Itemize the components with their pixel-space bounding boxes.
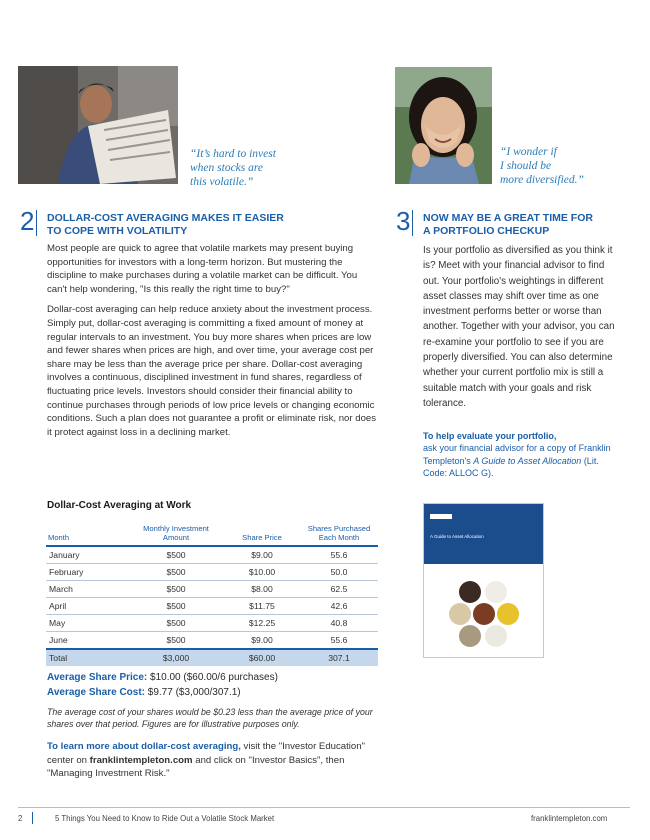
evaluate-lead: To help evaluate your portfolio,	[423, 431, 557, 441]
section-3-heading-line2: A PORTFOLIO CHECKUP	[423, 225, 550, 237]
section-3-heading-line1: NOW MAY BE A GREAT TIME FOR	[423, 212, 593, 224]
col-month: Month	[48, 533, 70, 542]
page-number: 2	[18, 814, 23, 823]
table-row	[46, 615, 378, 632]
cell-shares: 62.5	[300, 581, 378, 598]
lit-code: (Lit. Code: ALLOC G).	[423, 455, 599, 479]
cell-amount: $500	[128, 632, 224, 650]
cell-total-amount: $3,000	[128, 649, 224, 666]
footer-website[interactable]: franklintempleton.com	[531, 814, 608, 823]
section-2-heading	[47, 212, 377, 238]
table-title: Dollar-Cost Averaging at Work	[47, 500, 192, 511]
section-3-divider	[412, 210, 413, 236]
table-total-row	[46, 649, 378, 666]
franklintempleton-link[interactable]: franklintempleton.com	[89, 754, 193, 766]
cell-price: $10.00	[224, 564, 300, 581]
section-2-divider	[36, 210, 37, 236]
cell-price: $9.00	[224, 632, 300, 650]
cell-month: January	[46, 546, 128, 564]
average-price-label: Average Share Price:	[47, 672, 148, 683]
cell-price: $12.25	[224, 615, 300, 632]
footer-divider	[32, 812, 33, 824]
learn-more-lead: To learn more about dollar-cost averaging,	[47, 741, 241, 752]
franklin-templeton-logo-icon	[430, 514, 452, 519]
cell-price: $8.00	[224, 581, 300, 598]
section-3-body: Is your portfolio as diversified as you think it is? Meet with your financial advisor to find out. Your portfolio's weightings in different asset classes may shift over time as one investment performs better or worse than another. Together with your advisor, you can re-examine your portfolio to see if you are properly diversified. You can also determine whether your current portfolio mix is still a suitable match with your goals and risk tolerance.	[423, 245, 615, 409]
bowls-of-grains-icon	[424, 564, 543, 657]
average-cost-value: $9.77 ($3,000/307.1)	[147, 687, 241, 698]
learn-more-text-1: visit the "Investor Education" center on	[47, 741, 366, 766]
table-header-row	[46, 524, 378, 546]
average-cost-label: Average Share Cost:	[47, 687, 145, 698]
cell-price: $11.75	[224, 598, 300, 615]
man-reading-newspaper-photo	[18, 66, 178, 184]
evaluate-text: ask your financial advisor for a copy of Franklin Templeton's	[423, 443, 611, 466]
table-row	[46, 632, 378, 650]
table-row	[46, 546, 378, 564]
col-shares-purchased: Shares Purchased Each Month	[307, 524, 371, 542]
learn-more-text-2: and click on "Investor Basics", then "Managing Investment Risk."	[47, 754, 345, 780]
footer-rule	[18, 807, 630, 808]
cell-shares: 55.6	[300, 632, 378, 650]
average-note: The average cost of your shares would be $0.23 less than the average price of your shares over that period. Figures are for illustrative purposes only.	[47, 707, 373, 729]
cell-amount: $500	[128, 581, 224, 598]
section-2-heading-line1: DOLLAR-COST AVERAGING MAKES IT EASIER	[47, 212, 284, 224]
left-quote: “It’s hard to invest when stocks are this volatile.”	[190, 148, 276, 188]
table-row	[46, 581, 378, 598]
evaluate-portfolio-paragraph	[423, 430, 618, 480]
section-2-heading-line2: TO COPE WITH VOLATILITY	[47, 225, 188, 237]
cell-amount: $500	[128, 598, 224, 615]
cell-total-label: Total	[46, 649, 128, 666]
cell-shares: 40.8	[300, 615, 378, 632]
col-monthly-investment: Monthly Investment Amount	[143, 524, 209, 542]
cell-total-shares: 307.1	[300, 649, 378, 666]
table-row	[46, 564, 378, 581]
cover-header	[424, 504, 543, 564]
cover-title: A Guide to Asset Allocation	[430, 534, 484, 539]
right-quote: “I wonder if I should be more diversified.”	[500, 146, 584, 186]
cell-shares: 42.6	[300, 598, 378, 615]
table-row	[46, 598, 378, 615]
guide-title: A Guide to Asset Allocation	[473, 455, 582, 466]
cell-month: February	[46, 564, 128, 581]
cell-amount: $500	[128, 615, 224, 632]
section-2-paragraph-1: Most people are quick to agree that volatile markets may present buying opportunities for investors with a long-term horizon. But mustering the discipline to make purchases during a volatile market can be difficult. You can't help wondering, "Is this really the right time to buy?"	[47, 243, 358, 295]
col-share-price: Share Price	[242, 533, 282, 542]
cell-month: June	[46, 632, 128, 650]
section-3-heading	[423, 212, 623, 238]
cell-month: May	[46, 615, 128, 632]
cell-shares: 50.0	[300, 564, 378, 581]
asset-allocation-guide-cover	[423, 503, 544, 658]
cell-amount: $500	[128, 564, 224, 581]
section-number-3: 3	[396, 206, 411, 236]
dollar-cost-averaging-table	[46, 524, 378, 666]
woman-smiling-photo	[395, 67, 492, 184]
section-2-body	[47, 242, 379, 446]
footer-title: 5 Things You Need to Know to Ride Out a Volatile Stock Market	[55, 814, 275, 823]
average-share-cost	[47, 685, 387, 700]
cell-price: $9.00	[224, 546, 300, 564]
average-share-price	[47, 670, 387, 685]
cell-month: March	[46, 581, 128, 598]
section-number-2: 2	[20, 206, 35, 236]
cell-shares: 55.6	[300, 546, 378, 564]
cell-total-price: $60.00	[224, 649, 300, 666]
cell-amount: $500	[128, 546, 224, 564]
section-2-paragraph-2: Dollar-cost averaging can help reduce anxiety about the investment process. Simply put, dollar-cost averaging is committing a fixed amount of money at regular intervals to an investment. You buy more shares when prices are low and fewer shares when prices are high, and over time, your average cost per share may be less than the average price per share. Dollar-cost averaging involves a continuous, disciplined investment in fund shares, regardless of fluctuating price levels. Investors should consider their financial ability to continue purchases through periods of low price levels or changing economic conditions. Such a plan does not guarantee a profit or eliminate risk, nor does it protect against loss in a declining market.	[47, 304, 377, 438]
learn-more-paragraph	[47, 740, 379, 781]
cell-month: April	[46, 598, 128, 615]
average-price-value: $10.00 ($60.00/6 purchases)	[150, 672, 278, 683]
